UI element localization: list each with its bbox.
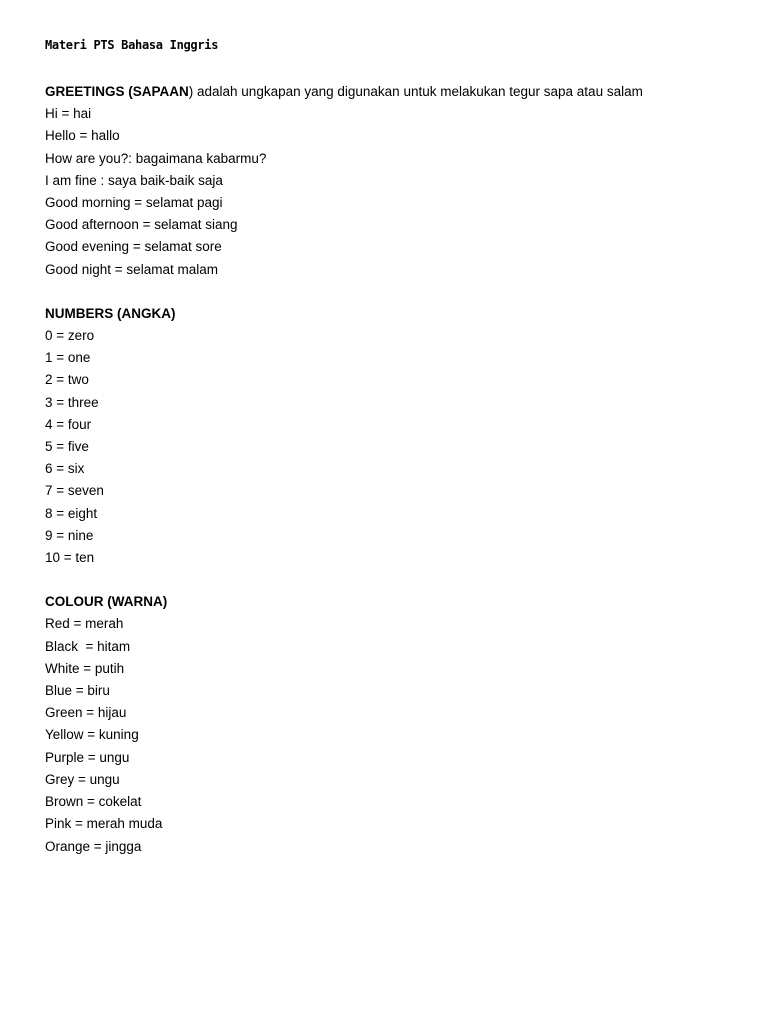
section-heading: [45, 591, 745, 613]
list-item: Good evening = selamat sore: [45, 239, 222, 255]
section-greetings: [45, 81, 745, 281]
list-item: White = putih: [45, 660, 125, 676]
list-item: 5 = five: [45, 439, 89, 455]
section-colour: [45, 591, 745, 857]
document-title: Materi PTS Bahasa Inggris: [45, 38, 219, 52]
list-item: Brown = cokelat: [45, 794, 142, 810]
list-item: Black = hitam: [45, 638, 131, 654]
list-item: Pink = merah muda: [45, 816, 163, 832]
list-item: Hello = hallo: [45, 128, 120, 144]
list-item: 7 = seven: [45, 483, 104, 499]
list-item: 9 = nine: [45, 527, 94, 543]
list-item: Good afternoon = selamat siang: [45, 217, 238, 233]
section-numbers: [45, 303, 745, 569]
list-item: Yellow = kuning: [45, 727, 139, 743]
list-item: 0 = zero: [45, 328, 95, 344]
list-item: Good night = selamat malam: [45, 261, 218, 277]
list-item: Green = hijau: [45, 705, 127, 721]
list-item: 6 = six: [45, 461, 85, 477]
section-heading: [45, 81, 745, 103]
list-item: 10 = ten: [45, 550, 95, 566]
list-item: 4 = four: [45, 416, 92, 432]
list-item: 1 = one: [45, 350, 91, 366]
list-item: I am fine : saya baik-baik saja: [45, 172, 223, 188]
list-item: How are you?: bagaimana kabarmu?: [45, 150, 267, 166]
section-heading-bold: GREETINGS (SAPAAN: [45, 84, 189, 99]
list-item: Blue = biru: [45, 683, 110, 699]
list-item: Hi = hai: [45, 106, 92, 122]
list-item: Good morning = selamat pagi: [45, 195, 223, 211]
section-heading-rest: ) adalah ungkapan yang digunakan untuk melakukan tegur sapa atau salam: [188, 84, 643, 99]
section-heading: [45, 303, 745, 325]
section-heading-bold: COLOUR (WARNA): [45, 594, 168, 610]
list-item: Red = merah: [45, 616, 124, 632]
list-item: 3 = three: [45, 394, 99, 410]
list-item: Purple = ungu: [45, 749, 130, 765]
document-body: [45, 36, 745, 880]
list-item: Grey = ungu: [45, 771, 120, 787]
list-item: Orange = jingga: [45, 838, 142, 854]
section-heading-bold: NUMBERS (ANGKA): [45, 305, 176, 321]
list-item: 8 = eight: [45, 505, 98, 521]
list-item: 2 = two: [45, 372, 89, 388]
